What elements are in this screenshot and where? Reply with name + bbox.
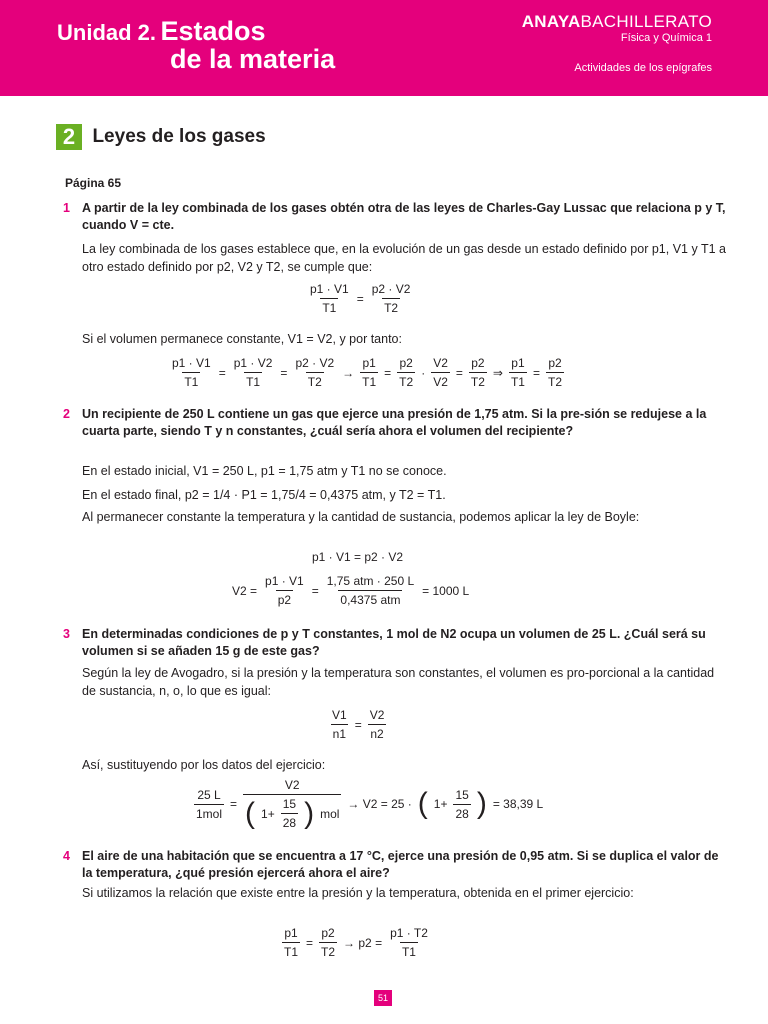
question-text: El aire de una habitación que se encuentra a 17 °C, ejerce una presión de 0,95 atm. Si se duplica el valor de la temperatura, ¿qué presión ejercerá ahora el aire? [82,849,719,880]
fraction-numerator: 15 [282,797,297,811]
question-number: 3 [63,627,70,641]
q2-line-1: En el estado inicial, V1 = 250 L, p1 = 1,75 atm y T1 no se conoce. [82,464,447,478]
fraction-denominator: T1 [360,372,378,389]
fraction-numerator: p1 · V1 [172,356,211,370]
question-number: 2 [63,407,70,421]
q4-equation: $\frac{p1}{T1}$ = $\frac{p2}{T2}$ → p2 = $\frac{p1 \cdot T2}{T1}$ [284,926,428,959]
question-2 [63,406,730,440]
fraction-numerator: 1,75 atm · 250 L [326,574,415,588]
fraction-numerator: p1 [362,356,376,370]
q3-avogadro-equation: $\frac{V1}{n1}$ = $\frac{V2}{n2}$ [332,708,385,741]
fraction-numerator: p1 · V2 [233,356,273,370]
fraction-numerator: p1 · V1 [310,282,349,296]
q3-line-2: Así, sustituyendo por los datos del ejercicio: [82,758,326,772]
q1-intro: La ley combinada de los gases establece que, en la evolución de un gas desde un estado definido por p1, V1 y T1 a otro estado definido por p2, V2 y T2, se cumple que: [82,242,726,274]
fraction-numerator: p2 · V2 [371,282,411,296]
equation-result: = 1000 L [422,583,470,598]
fraction-denominator: T1 [400,942,418,959]
page-label: Página 65 [65,176,122,190]
section-heading [56,124,266,152]
question-1 [63,200,730,234]
question-text: En determinadas condiciones de p y T constantes, 1 mol de N2 ocupa un volumen de 25 L. ¿Cuál será su volumen si se añaden 15 g de este gas? [82,627,706,658]
equation-result: = 38,39 L [492,797,544,811]
question-3 [63,626,730,660]
unit-title-line1: Estados [160,16,266,46]
fraction-denominator: T2 [382,298,400,315]
equation-arrow-expression: → p2 = [343,935,383,950]
q2-line-3: Al permanecer constante la temperatura y la cantidad de sustancia, podemos aplicar la ley de Boyle: [82,510,640,524]
fraction-denominator: T1 [244,372,262,389]
fraction-numerator: p1 [284,926,298,940]
q2-boyle-law: p1 · V1 = p2 · V2 [312,550,404,564]
fraction-numerator: p2 · V2 [295,356,335,370]
q3-line-1: Según la ley de Avogadro, si la presión y la temperatura son constantes, el volumen es pro-porcional a la cantidad de sustancia, n, o, lo que es igual: [82,666,715,698]
section-number-badge: 2 [56,124,82,150]
fraction-denominator: 28 [453,804,470,821]
fraction-numerator: p1 [511,356,525,370]
q1-paragraph-2: Si el volumen permanece constante, V1 = V2, y por tanto: [82,332,402,346]
q1-combined-law-equation: $\frac{p1 \cdot V1}{T1}$ = $\frac{p2 \cdot V2}{T2}$ [310,282,411,315]
activities-label: Actividades de los epígrafes [574,62,712,74]
fraction-denominator: T1 [509,372,527,389]
fraction-numerator: 15 [455,787,469,802]
fraction-numerator: p2 [548,356,562,370]
fraction-numerator: p1 · T2 [390,926,428,940]
question-4 [63,848,730,882]
page-header [0,0,768,96]
question-number: 1 [63,201,70,215]
brand-light: BACHILLERATO [580,12,712,31]
equation-arrow-expression: → V2 = 25 · [347,797,412,811]
fraction-denominator: p2 [276,590,293,607]
q3-result-equation: $\frac{25 L}{\text{1mol}}$ = V2 ( 1+ $\frac{15}{28}$ ) mol → V2 = 25 · ( 1+ $\frac{15}{28}$ ) = 38,39 L [196,778,544,830]
fraction-denominator: 1mol [194,804,224,821]
fraction-denominator: T2 [319,942,337,959]
fraction-numerator: V1 [332,708,347,722]
question-text: Un recipiente de 250 L contiene un gas que ejerce una presión de 1,75 atm. Si la pre-sión se redujese a la cuarta parte, siendo T y n constantes, ¿cuál sería ahora el volumen del recipiente? [82,407,707,438]
publisher-logo [522,12,712,32]
q1-derivation-equation: $\frac{p1 \cdot V1}{T1}$ = $\frac{p1 \cdot V2}{T1}$ = $\frac{p2 \cdot V2}{T2}$ → $\frac{p1}{T1}$ = $\frac{p2}{T2}$ · $\frac{V2}{V2}$ = $\frac{p2}{T2}$ ⇒ $\frac{p1}{T1}$ = $\frac{p2}{T2}$ [172,356,563,389]
q2-line-2: En el estado final, p2 = 1/4 · P1 = 1,75/4 = 0,4375 atm, y T2 = T1. [82,488,446,502]
fraction-numerator: p2 [321,926,335,940]
fraction-denominator: 0,4375 atm [338,590,402,607]
question-text: A partir de la ley combinada de los gases obtén otra de las leyes de Charles-Gay Lussac que relaciona p y T, cuando V = cte. [82,201,726,232]
fraction-denominator: T1 [182,372,200,389]
fraction-denominator: n1 [331,724,348,741]
fraction-numerator: p2 [471,356,485,370]
unit-title-line2: de la materia [170,44,336,74]
fraction-denominator: V2 [431,372,450,389]
fraction-denominator: T2 [306,372,324,389]
q2-result-equation: V2 = $\frac{p1 \cdot V1}{p2}$ = $\frac{\text{1,75 atm · 250 L}}{\text{0,4375 atm}}$ = 1000 L [232,574,470,607]
brand-bold: ANAYA [521,12,581,31]
unit-label: Unidad 2. [57,20,157,45]
one-plus: 1+ [261,806,275,821]
one-plus: 1+ [433,797,448,811]
fraction-denominator: n2 [368,724,385,741]
unit-heading [57,16,266,47]
fraction-numerator: V2 [369,708,385,722]
fraction-numerator: p2 [399,356,413,370]
fraction-denominator: T2 [397,372,415,389]
implies-arrow-icon: → [342,365,355,380]
fraction-denominator: T2 [546,372,564,389]
subject-label: Física y Química 1 [620,32,712,44]
fraction-denominator: 28 [281,813,298,830]
section-title: Leyes de los gases [92,126,266,147]
fraction-numerator: p1 · V1 [265,574,304,588]
fraction-denominator: T1 [282,942,300,959]
fraction-denominator: T2 [469,372,487,389]
double-arrow-icon: ⇒ [492,365,503,380]
fraction-denominator: ( 1+ $\frac{15}{28}$ ) mol [243,794,341,830]
fraction-numerator: 25 L [197,787,221,802]
equation-lhs: V2 = [232,583,258,598]
q4-line-1: Si utilizamos la relación que existe entre la presión y la temperatura, obtenida en el primer ejercicio: [82,886,634,900]
fraction-numerator: V2 [433,356,448,370]
fraction-denominator: T1 [320,298,338,315]
question-number: 4 [63,849,70,863]
fraction-numerator: V2 [284,778,300,792]
unit-mol: mol [320,806,340,821]
page-number: 51 [374,990,392,1006]
